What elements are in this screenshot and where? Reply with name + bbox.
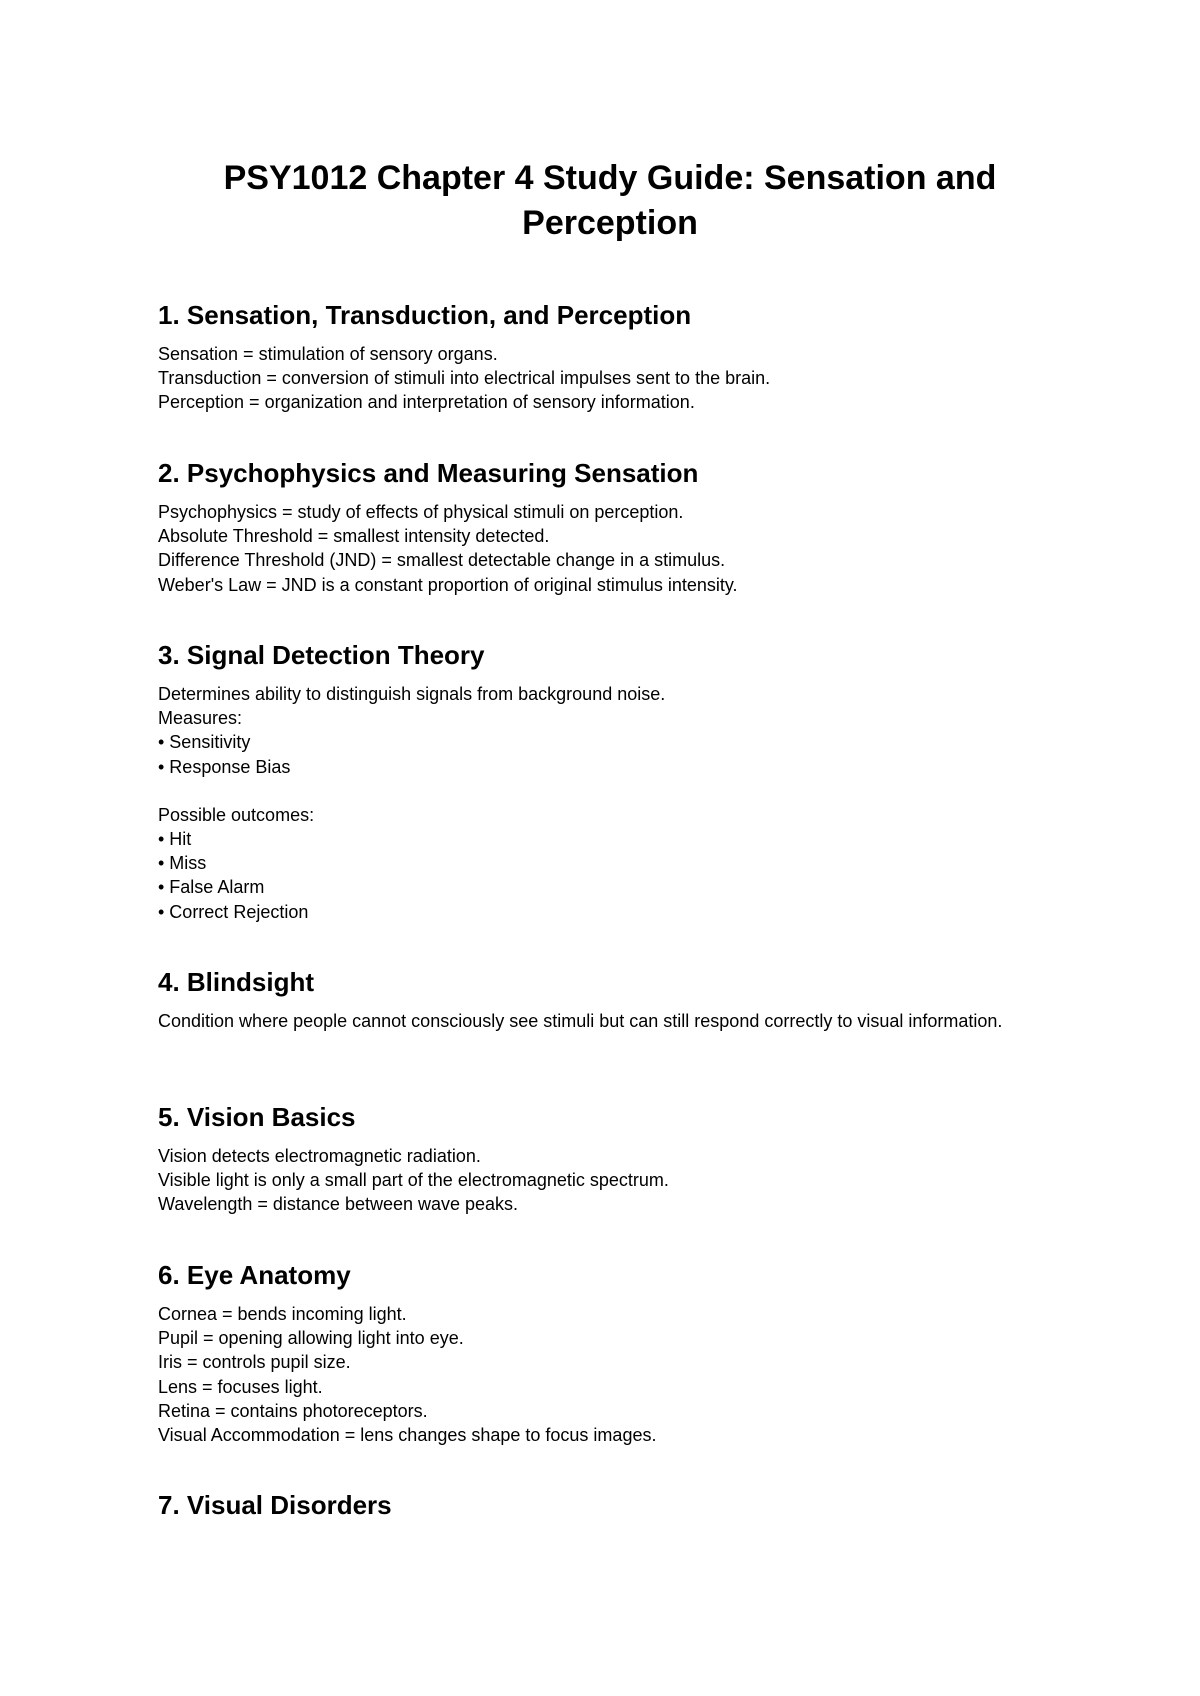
definition-line: Sensation = stimulation of sensory organs. [158,344,498,364]
definition-line: Difference Threshold (JND) = smallest detectable change in a stimulus. [158,550,726,571]
section-blindsight [158,965,1058,1033]
section-visual-disorders [158,1488,1058,1532]
section-heading: 6. Eye Anatomy [158,1260,351,1290]
definition-line: Cornea = bends incoming light. [158,1304,407,1324]
definition-line: Lens = focuses light. [158,1376,323,1397]
list-item: • Sensitivity [158,732,251,753]
text-line: Determines ability to distinguish signals from background noise. [158,684,666,704]
text-line: Possible outcomes: [158,804,315,825]
list-item: • Correct Rejection [158,901,309,922]
section-signal-detection-theory [158,638,1058,924]
definition-line: Absolute Threshold = smallest intensity detected. [158,526,550,547]
section-psychophysics [158,456,1058,597]
section-vision-basics [158,1100,1058,1217]
definition-line: Visual Accommodation = lens changes shape to focus images. [158,1425,657,1446]
definition-line: Pupil = opening allowing light into eye. [158,1328,464,1349]
section-heading: 5. Vision Basics [158,1102,356,1132]
spacer [158,779,1058,803]
text-line: Measures: [158,708,243,729]
text-line: Visible light is only a small part of the electromagnetic spectrum. [158,1170,669,1191]
paragraph: Condition where people cannot consciously see stimuli but can still respond correctly to visual information. [158,1011,1003,1031]
definition-line: Weber's Law = JND is a constant proportion of original stimulus intensity. [158,574,738,595]
definition-line: Transduction = conversion of stimuli into electrical impulses sent to the brain. [158,368,771,389]
section-heading: 3. Signal Detection Theory [158,640,485,670]
list-item: • Miss [158,853,207,874]
definition-line: Iris = controls pupil size. [158,1352,351,1373]
definition-line: Retina = contains photoreceptors. [158,1400,428,1421]
definition-line: Perception = organization and interpretation of sensory information. [158,392,695,413]
document-title: PSY1012 Chapter 4 Study Guide: Sensation and Perception [223,159,997,242]
section-eye-anatomy [158,1258,1058,1447]
list-item: • False Alarm [158,877,265,898]
section-heading: 2. Psychophysics and Measuring Sensation [158,458,699,488]
section-sensation-transduction-perception [158,298,1058,415]
list-item: • Response Bias [158,756,291,777]
text-line: Vision detects electromagnetic radiation. [158,1146,481,1166]
section-heading: 4. Blindsight [158,967,314,997]
definition-line: Wavelength = distance between wave peaks. [158,1194,519,1215]
definition-line: Psychophysics = study of effects of physical stimuli on perception. [158,502,684,522]
section-heading: 7. Visual Disorders [158,1490,392,1520]
section-heading: 1. Sensation, Transduction, and Perception [158,300,692,330]
list-item: • Hit [158,829,192,850]
